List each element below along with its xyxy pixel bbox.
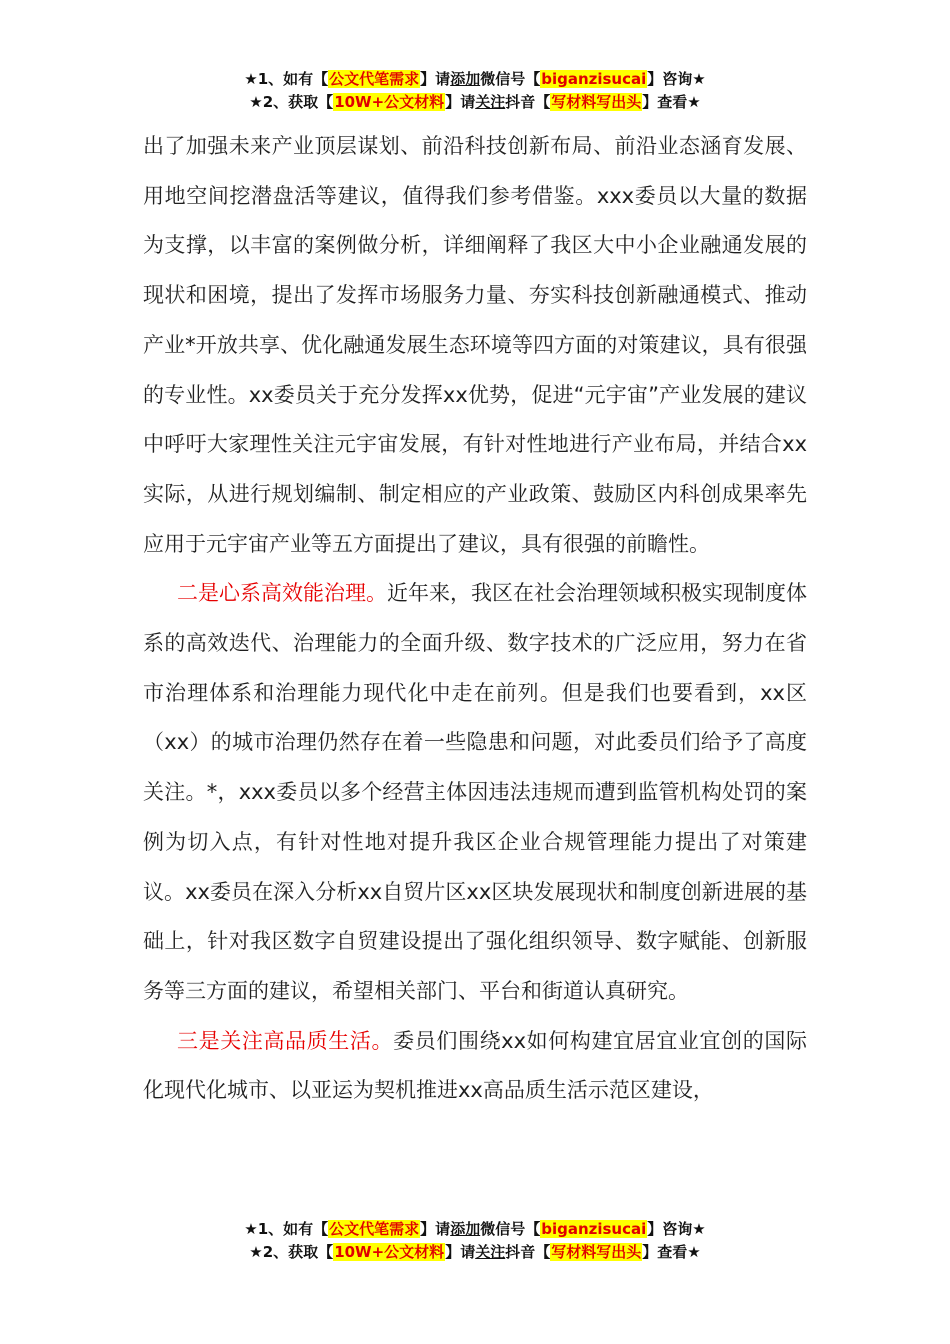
footer-highlight: 10W+公文材料 (334, 1243, 445, 1261)
document-body (143, 122, 807, 1116)
section-heading: 二是心系高效能治理。 (177, 581, 387, 606)
footer-highlight: 公文代笔需求 (329, 1220, 420, 1238)
header-line-2: ★2、获取【10W+公文材料】请关注抖音【写材料写出头】查看★ (249, 93, 701, 111)
paragraph-1: 出了加强未来产业顶层谋划、前沿科技创新布局、前沿业态涵育发展、用地空间挖潜盘活等建议，值得我们参考借鉴。xxx委员以大量的数据为支撑，以丰富的案例做分析，详细阐释了我区大中小企业融通发展的现状和困境，提出了发挥市场服务力量、夯实科技创新融通模式、推动产业*开放共享、优化融通发展生态环境等四方面的对策建议，具有很强的专业性。xx委员关于充分发挥xx优势，促进“元宇宙”产业发展的建议中呼吁大家理性关注元宇宙发展，有针对性地进行产业布局，并结合xx实际，从进行规划编制、制定相应的产业政策、鼓励区内科创成果率先应用于元宇宙产业等五方面提出了建议，具有很强的前瞻性。 (143, 134, 807, 556)
header-highlight: biganzisucai (541, 70, 647, 88)
footer-highlight: 写材料写出头 (551, 1243, 642, 1261)
header-banner (0, 68, 950, 114)
paragraph-3: 三是关注高品质生活。委员们围绕xx如何构建宜居宜业宜创的国际化现代化城市、以亚运为契机推进xx高品质生活示范区建设， (143, 1028, 807, 1103)
footer-banner (0, 1218, 950, 1264)
footer-line-1: ★1、如有【公文代笔需求】请添加微信号【biganzisucai】咨询★ (244, 1220, 706, 1238)
footer-highlight: biganzisucai (541, 1220, 647, 1238)
header-highlight: 10W+公文材料 (334, 93, 445, 111)
header-highlight: 写材料写出头 (551, 93, 642, 111)
footer-line-2: ★2、获取【10W+公文材料】请关注抖音【写材料写出头】查看★ (249, 1243, 701, 1261)
header-line-1: ★1、如有【公文代笔需求】请添加微信号【biganzisucai】咨询★ (244, 70, 706, 88)
paragraph-2: 二是心系高效能治理。近年来，我区在社会治理领域积极实现制度体系的高效迭代、治理能力的全面升级、数字技术的广泛应用，努力在省市治理体系和治理能力现代化中走在前列。但是我们也要看到，xx区（xx）的城市治理仍然存在着一些隐患和问题，对此委员们给予了高度关注。*，xxx委员以多个经营主体因违法违规而遭到监管机构处罚的案例为切入点，有针对性地对提升我区企业合规管理能力提出了对策建议。xx委员在深入分析xx自贸片区xx区块发展现状和制度创新进展的基础上，针对我区数字自贸建设提出了强化组织领导、数字赋能、创新服务等三方面的建议，希望相关部门、平台和街道认真研究。 (143, 581, 807, 1003)
header-highlight: 公文代笔需求 (329, 70, 420, 88)
section-heading: 三是关注高品质生活。 (177, 1028, 394, 1053)
